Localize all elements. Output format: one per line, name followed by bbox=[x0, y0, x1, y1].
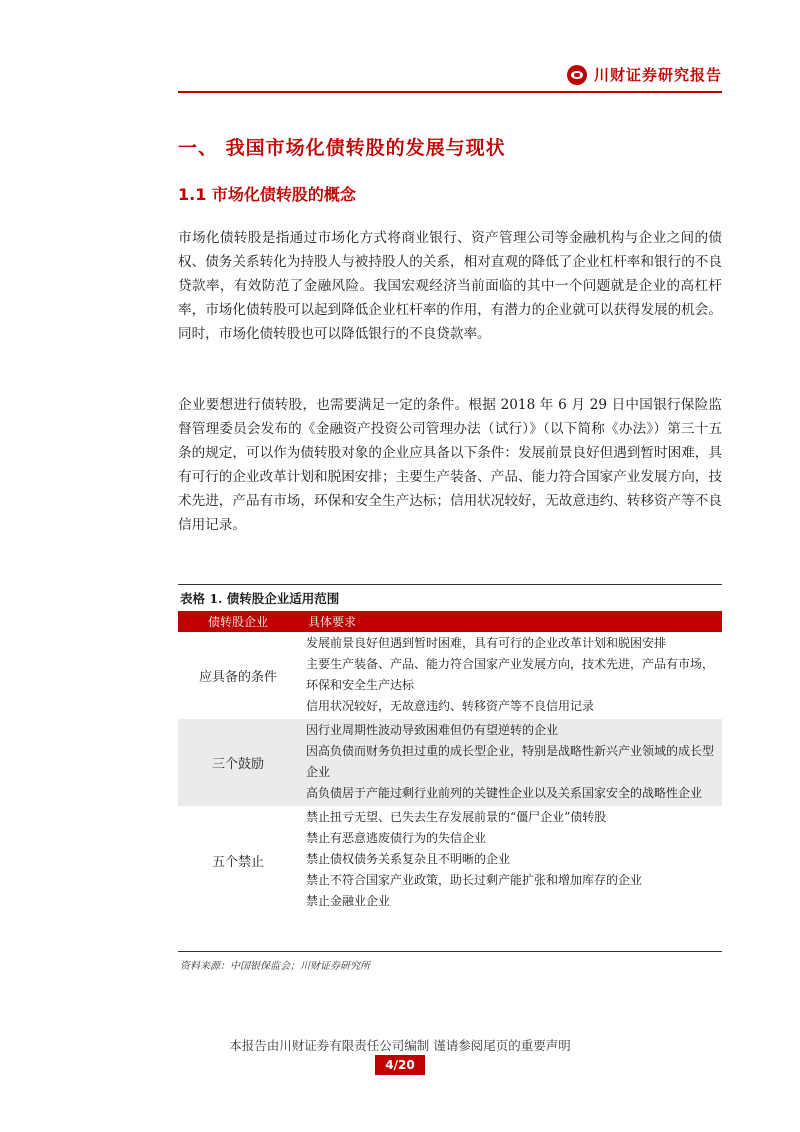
body-paragraph-2: 企业要想进行债转股，也需要满足一定的条件。根据 2018 年 6 月 29 日中国银行保险监督管理委员会发布的《金融资产投资公司管理办法（试行）》（以下简称《办法》）第三十五条的规定，可以作为债转股对象的企业应具备以下条件：发展前景良好但遇到暂时困难，具有可行的企业改革计划和脱困安排；主要生产装备、产品、能力符合国家产业发展方向，技术先进，产品有市场，环保和安全生产达标；信用状况较好，无故意违约、转移资产等不良信用记录。 bbox=[178, 397, 722, 533]
row-category: 应具备的条件 bbox=[198, 670, 277, 685]
header-cell-requirements: 具体要求 bbox=[298, 611, 722, 632]
requirement-item: 禁止不符合国家产业政策，助长过剩产能扩张和增加库存的企业 bbox=[306, 873, 643, 887]
header-cell-enterprise: 债转股企业 bbox=[178, 611, 298, 632]
table-caption: 表格 1. 债转股企业适用范围 bbox=[180, 591, 340, 606]
requirements-table bbox=[178, 611, 722, 914]
requirement-item: 高负债居于产能过剩行业前列的关键性企业以及关系国家安全的战略性企业 bbox=[306, 786, 703, 800]
page-number: 4/20 bbox=[375, 1055, 425, 1075]
section-title: 一、 我国市场化债转股的发展与现状 bbox=[178, 137, 506, 159]
table-source: 资料来源：中国银保监会；川财证券研究所 bbox=[180, 961, 370, 972]
header-divider bbox=[178, 91, 722, 93]
table-row bbox=[178, 632, 722, 719]
table-row bbox=[178, 719, 722, 806]
table-header-row bbox=[178, 611, 722, 632]
row-category: 五个禁止 bbox=[211, 854, 264, 870]
subsection-title: 1.1 市场化债转股的概念 bbox=[178, 185, 356, 204]
table-bottom-divider bbox=[178, 951, 722, 952]
row-items bbox=[298, 719, 722, 806]
body-paragraph-1: 市场化债转股是指通过市场化方式将商业银行、资产管理公司等金融机构与企业之间的债权、债务关系转化为持股人与被持股人的关系，相对直观的降低了企业杠杆率和银行的不良贷款率，有效防范了金融风险。我国宏观经济当前面临的其中一个问题就是企业的高杠杆率，市场化债转股可以起到降低企业杠杆率的作用，有潜力的企业就可以获得发展的机会。同时，市场化债转股也可以降低银行的不良贷款率。 bbox=[178, 230, 722, 342]
report-header-brand bbox=[567, 64, 722, 85]
chuancai-logo-icon bbox=[567, 65, 587, 85]
requirement-item: 因高负债而财务负担过重的成长型企业，特别是战略性新兴产业领域的成长型企业 bbox=[306, 744, 715, 779]
row-category: 三个鼓励 bbox=[178, 719, 298, 806]
requirement-item: 发展前景良好但遇到暂时困难，具有可行的企业改革计划和脱困安排 bbox=[306, 636, 667, 650]
table-top-divider bbox=[178, 584, 722, 585]
requirement-item: 主要生产装备、产品、能力符合国家产业发展方向，技术先进，产品有市场，环保和安全生产达标 bbox=[306, 657, 715, 692]
row-items bbox=[298, 806, 722, 914]
requirement-item: 禁止金融业企业 bbox=[306, 894, 391, 908]
requirement-item: 禁止扭亏无望、已失去生存发展前景的“僵尸企业”债转股 bbox=[306, 810, 607, 824]
requirement-item: 禁止债权债务关系复杂且不明晰的企业 bbox=[306, 852, 511, 866]
requirement-item: 因行业周期性波动导致困难但仍有望逆转的企业 bbox=[306, 723, 559, 737]
row-items bbox=[298, 632, 722, 719]
brand-name: 川财证券研究报告 bbox=[593, 66, 722, 84]
table-row bbox=[178, 806, 722, 914]
requirement-item: 禁止有恶意逃废债行为的失信企业 bbox=[306, 831, 487, 845]
requirement-item: 信用状况较好，无故意违约、转移资产等不良信用记录 bbox=[306, 699, 595, 713]
footer-disclaimer: 本报告由川财证券有限责任公司编制 谨请参阅尾页的重要声明 bbox=[229, 1038, 571, 1053]
